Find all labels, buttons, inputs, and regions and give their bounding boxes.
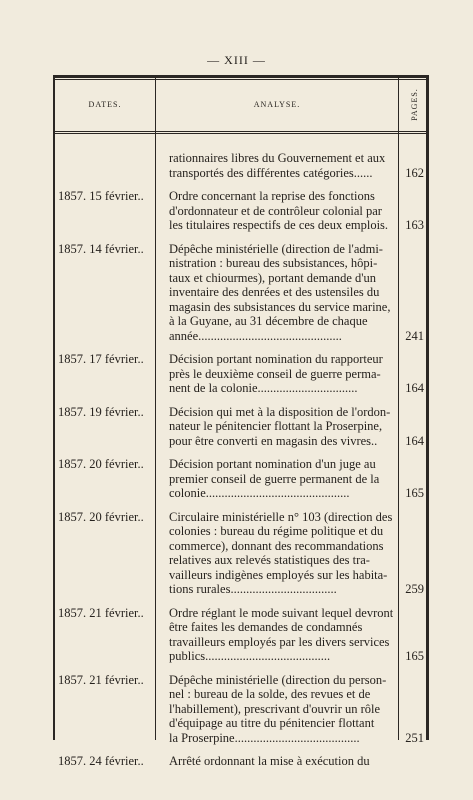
entry-page-number: 165 — [405, 649, 424, 663]
entry-date: 1857. 21 février.. — [58, 672, 144, 687]
entry-analysis-line: colonie.............................................. — [169, 486, 350, 500]
entry-page-number: 259 — [405, 582, 424, 596]
entry-analysis-line: les titulaires respectifs de ces deux emplois. — [169, 218, 389, 232]
entry-analysis-line: magasin des subsistances du service marine, — [169, 299, 391, 314]
entry-analysis — [155, 189, 398, 233]
entry-analysis — [155, 242, 398, 344]
entry-analysis-line: relatives aux relevés statistiques des tra- — [169, 553, 370, 567]
entry-date: 1857. 14 février.. — [58, 241, 144, 256]
entries-list — [55, 136, 426, 778]
header-analyse: ANALYSE. — [253, 100, 301, 109]
entry-page-number: 251 — [405, 730, 424, 745]
entry-analysis — [155, 352, 398, 396]
table-row — [55, 673, 426, 746]
entry-page-number: 163 — [405, 218, 424, 232]
entry-analysis-line: Décision portant nomination du rapporteur — [169, 352, 383, 366]
entry-analysis-line: à la Guyane, au 31 décembre de chaque — [169, 314, 368, 328]
entry-analysis-line: tions rurales.................................. — [169, 582, 337, 596]
header-dates: DATES. — [88, 100, 122, 109]
entry-analysis-line: être faites les demandes de condamnés — [169, 620, 363, 634]
table-row — [55, 606, 426, 664]
entry-analysis-line: nateur le pénitencier flottant la Proserpine, — [169, 419, 383, 433]
entry-date: 1857. 24 février.. — [58, 754, 144, 768]
header-pages-label: PAGES. — [409, 87, 419, 121]
entry-analysis-line: inventaire des denrées et des ustensiles du — [169, 285, 380, 299]
entry-analysis — [155, 457, 398, 501]
entry-analysis-line: Ordre concernant la reprise des fonctions — [169, 189, 375, 203]
entry-analysis-line: près le deuxième conseil de guerre perma- — [169, 366, 381, 381]
entry-date: 1857. 20 février.. — [58, 457, 144, 471]
entry-date: 1857. 21 février.. — [58, 605, 144, 620]
entry-analysis-line: année.............................................. — [169, 328, 342, 343]
entry-analysis — [155, 510, 398, 597]
header-rule — [55, 131, 426, 134]
entry-analysis — [155, 673, 398, 746]
entry-analysis-line: Arrêté ordonnant la mise à exécution du — [169, 754, 370, 768]
entry-date: 1857. 20 février.. — [58, 509, 144, 524]
entry-analysis-line: colonies : bureau du régime politique et du — [169, 524, 384, 538]
page-number: — XIII — — [207, 53, 266, 67]
table-row — [55, 754, 426, 769]
table-row — [55, 457, 426, 501]
entry-page-number: 241 — [405, 328, 424, 343]
entry-analysis — [155, 606, 398, 664]
entry-date: 1857. 19 février.. — [58, 404, 144, 419]
entry-analysis-line: rationnaires libres du Gouvernement et aux — [169, 151, 386, 165]
entry-analysis-line: transportés des différentes catégories...... — [169, 165, 373, 180]
entry-analysis-line: publics........................................ — [169, 649, 331, 663]
entry-analysis-line: nistration : bureau des subsistances, hôpi- — [169, 256, 378, 270]
entry-page-number: 165 — [405, 486, 424, 500]
entry-analysis-line: Dépêche ministérielle (direction de l'admi- — [169, 241, 383, 256]
entry-analysis-line: travailleurs employés par les divers services — [169, 634, 390, 649]
entry-analysis — [155, 405, 398, 449]
entry-analysis-line: l'habillement), prescrivant d'ouvrir un rôle — [169, 701, 381, 716]
entry-analysis-line: nent de la colonie................................ — [169, 381, 358, 395]
entry-date — [55, 136, 155, 180]
table-row — [55, 405, 426, 449]
table-row — [55, 136, 426, 180]
entry-analysis-line: la Proserpine........................................ — [169, 730, 360, 745]
entry-analysis-line: d'ordonnateur et de contrôleur colonial par — [169, 203, 382, 218]
entry-analysis-line: Décision qui met à la disposition de l'ordon- — [169, 404, 391, 419]
entry-date: 1857. 17 février.. — [58, 352, 144, 366]
table-row — [55, 510, 426, 597]
entry-analysis-line: commerce), donnant des recommandations — [169, 538, 384, 553]
table-row — [55, 352, 426, 396]
entry-analysis-line: Ordre réglant le mode suivant lequel devront — [169, 605, 393, 620]
entry-analysis-line: pour être converti en magasin des vivres.. — [169, 433, 378, 448]
table-row — [55, 242, 426, 344]
entry-analysis-line: Circulaire ministérielle n° 103 (direction des — [169, 509, 393, 524]
entry-analysis-line: Décision portant nomination d'un juge au — [169, 457, 376, 471]
entry-page-number: 164 — [405, 381, 424, 395]
entry-analysis — [155, 136, 398, 180]
entry-analysis-line: d'équipage au titre du pénitencier flottant — [169, 716, 375, 730]
entry-analysis-line: Dépêche ministérielle (direction du person- — [169, 672, 387, 687]
entry-page-number: 162 — [405, 165, 424, 180]
entry-analysis — [155, 754, 398, 769]
index-table — [53, 75, 429, 768]
header-pages — [399, 82, 429, 126]
entry-analysis-line: taux et chiourmes), portant demande d'un — [169, 270, 377, 285]
entry-page-number: 164 — [405, 433, 424, 448]
table-row — [55, 189, 426, 233]
entry-date: 1857. 15 février.. — [58, 189, 144, 203]
entry-analysis-line: premier conseil de guerre permanent de la — [169, 471, 380, 486]
entry-analysis-line: nel : bureau de la solde, des revues et de — [169, 687, 371, 701]
entry-analysis-line: vailleurs indigènes employés sur les habita- — [169, 567, 388, 582]
